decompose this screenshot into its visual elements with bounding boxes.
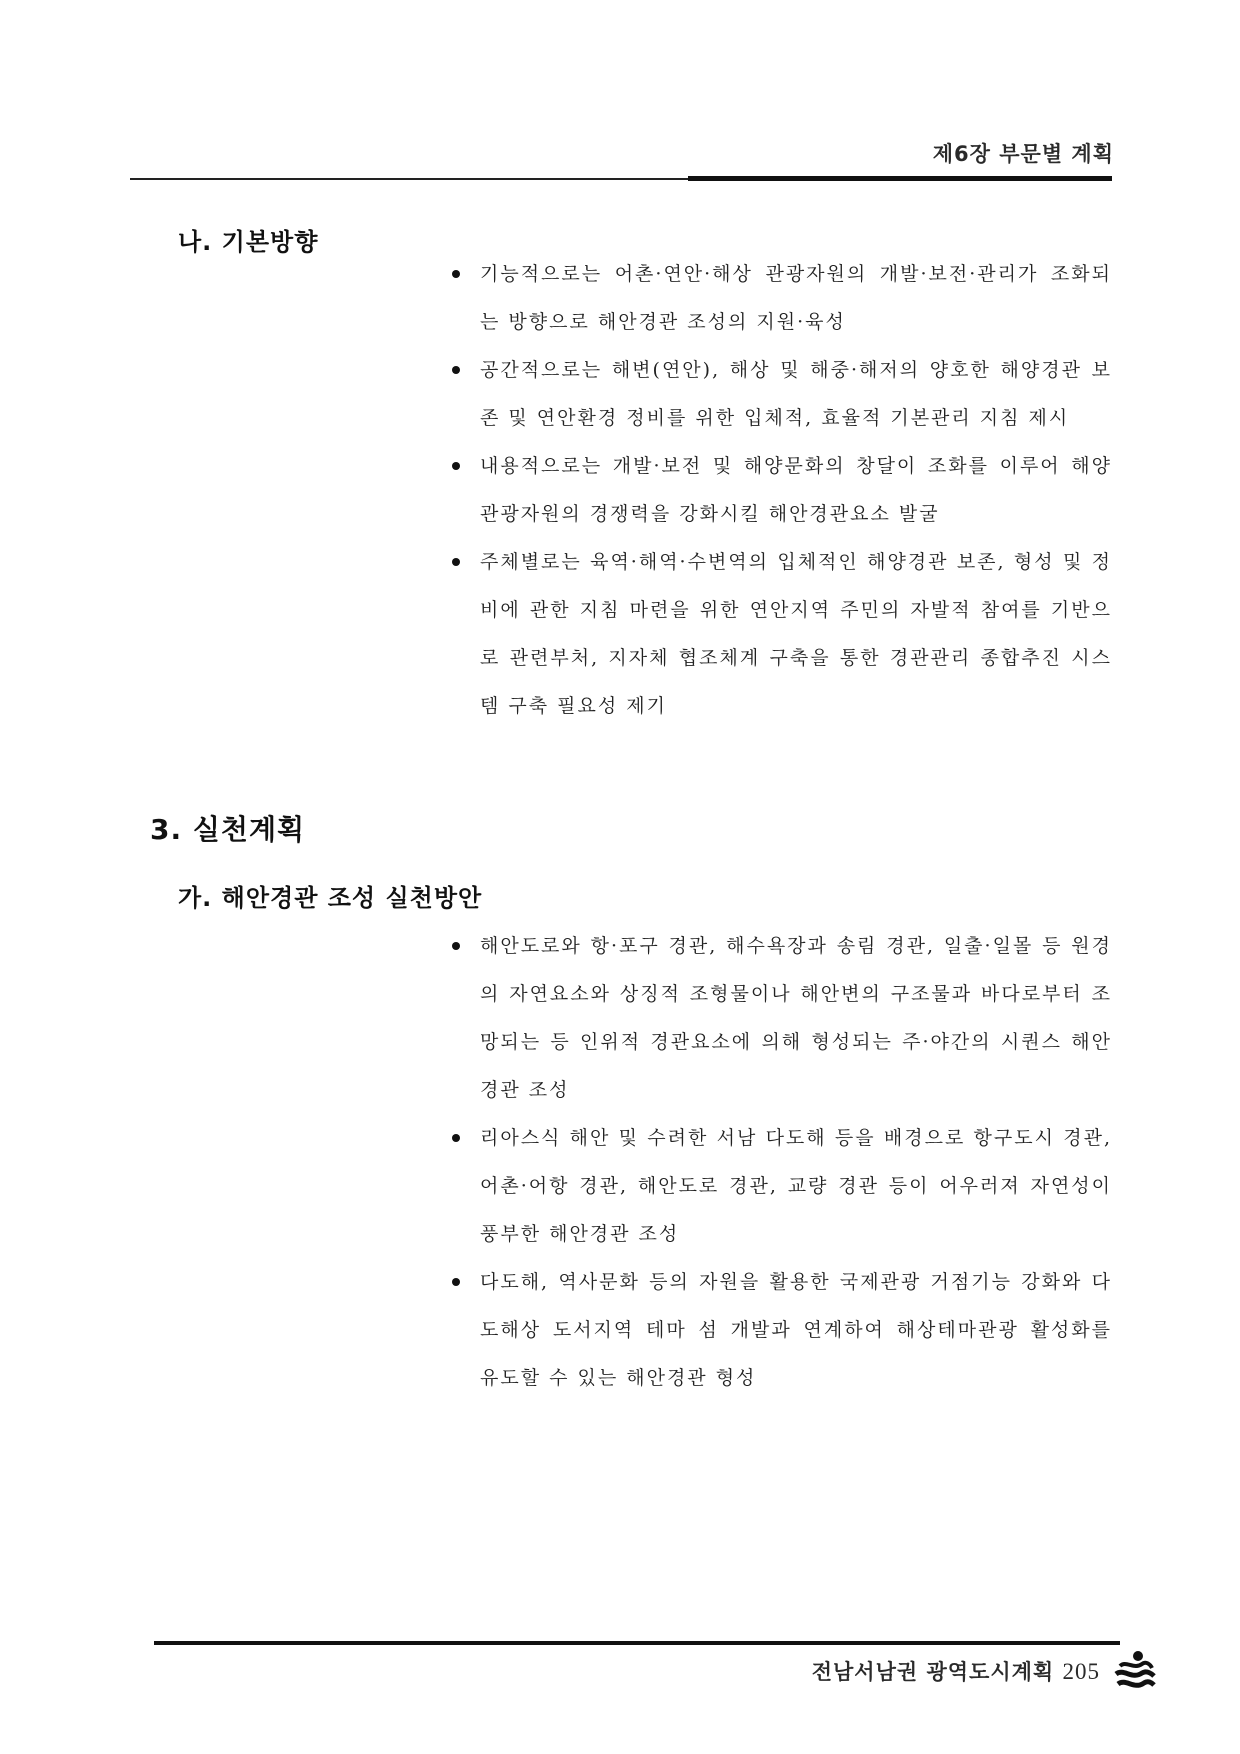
bullet-icon [452,462,460,470]
basic-direction-list [452,250,1112,730]
list-item [452,346,1112,442]
bullet-icon [452,1278,460,1286]
bullet-icon [452,558,460,566]
list-item [452,250,1112,346]
running-header-title: 제6장 부문별 계획 [932,142,1114,166]
page-number: 205 [1062,1659,1100,1684]
list-item-text: 리아스식 해안 및 수려한 서남 다도해 등을 배경으로 항구도시 경관, 어촌·어항 경관, 해안도로 경관, 교량 경관 등이 어우러져 자연성이 풍부한 해안경관 조성 [480,1127,1112,1245]
list-item-text: 기능적으로는 어촌·연안·해상 관광자원의 개발·보전·관리가 조화되는 방향으로 해안경관 조성의 지원·육성 [480,263,1112,333]
footer-document-title: 전남서남권 광역도시계획 [811,1660,1055,1684]
list-item [452,922,1112,1114]
coastal-landscape-list [452,922,1112,1402]
list-item-text: 공간적으로는 해변(연안), 해상 및 해중·해저의 양호한 해양경관 보존 및 연안환경 정비를 위한 입체적, 효율적 기본관리 지침 제시 [480,359,1112,429]
bullet-icon [452,942,460,950]
list-item [452,1114,1112,1258]
subsection-heading-basic-direction: 나. 기본방향 [178,228,319,256]
footer-rule [154,1641,1120,1645]
list-item-text: 해안도로와 항·포구 경관, 해수욕장과 송림 경관, 일출·일몰 등 원경의 자연요소와 상징적 조형물이나 해안변의 구조물과 바다로부터 조망되는 등 인위적 경관요소에 의해 형성되는 주·야간의 시퀀스 해안경관 조성 [480,935,1112,1101]
bullet-icon [452,1134,460,1142]
header-rule [130,178,690,180]
list-item [452,1258,1112,1402]
running-footer [812,1656,1100,1686]
list-item-text: 다도해, 역사문화 등의 자원을 활용한 국제관광 거점기능 강화와 다도해상 도서지역 테마 섬 개발과 연계하여 해상테마관광 활성화를 유도할 수 있는 해안경관 형성 [480,1271,1112,1389]
list-item-text: 주체별로는 육역·해역·수변역의 입체적인 해양경관 보존, 형성 및 정비에 관한 지침 마련을 위한 연안지역 주민의 자발적 참여를 기반으로 관련부처, 지자체 협조체계 구축을 통한 경관관리 종합추진 시스템 구축 필요성 제기 [480,551,1112,717]
list-item [452,442,1112,538]
subsection-heading-coastal-landscape: 가. 해안경관 조성 실천방안 [178,884,483,912]
list-item [452,538,1112,730]
wave-swimmer-logo-icon [1112,1648,1156,1692]
bullet-icon [452,270,460,278]
header-rule-thick [688,176,1112,181]
section-heading-action-plan: 3. 실천계획 [150,813,306,846]
bullet-icon [452,366,460,374]
list-item-text: 내용적으로는 개발·보전 및 해양문화의 창달이 조화를 이루어 해양관광자원의 경쟁력을 강화시킬 해안경관요소 발굴 [480,455,1112,525]
